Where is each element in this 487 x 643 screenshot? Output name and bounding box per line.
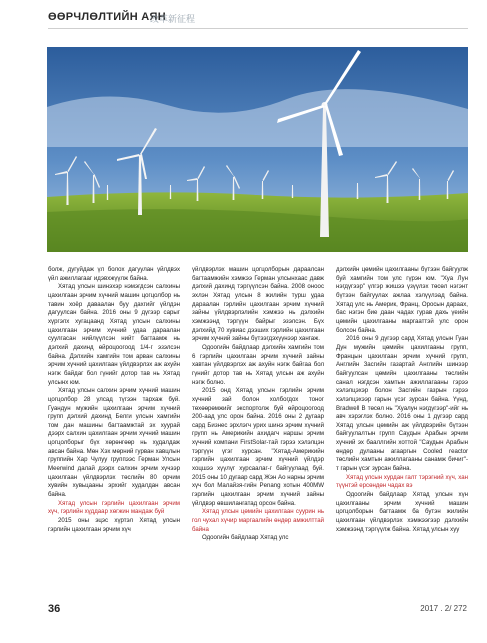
paragraph: 2015 оны эцэс хүртэл Хятад улсын гэрлийн цахилгаан эрчим хүч <box>48 517 180 533</box>
header-divider <box>48 28 468 29</box>
wind-turbines-illustration <box>47 47 468 252</box>
paragraph: Одоогийн байдлаар дэлхийн хамгийн том 6 гэрлийн цахилгаан эрчим хүчний зайны хавтан үйлдвэрлэх аж ахуйн нэгж байгаа бол гүнийг дотор тав нь Хятад улсын аж ахуйн нэгж болно. <box>192 343 324 386</box>
paragraph: дэлхийн цөмийн цахилгааны бүтээн байгуулж буй хамгийн том улс гүрэн юм. "Хуа Лун нэгдүгээр" үлгэр жишээ үзүүлэх төсөл нэгэнт бүтээн байгуулах ажлаа хэлүүлэад байна. Хятад улс нь Америк, Франц, Оросын дараах, бас нэгэн бие даан чадах гурав дахь үеийн цөмийн цахилгааны маргааттэй улс орон болсон байна. <box>336 266 468 334</box>
section-subtitle-chinese: 改革新征程 <box>150 15 196 25</box>
text-column-3 <box>336 266 468 534</box>
text-column-2 <box>192 266 324 543</box>
paragraph: 2015 онд Хятад улсын гэрлийн эрчим хүчний зай болон холбогдох тоног төхөөрөмжийг экспортолж буй өйроцоогоод 200-аад улс орон байна. 2016 оны 2 дугаар сард Бизнес эрхлэгч урих шинэ эрчим хүчний групп нь Америкийн ахидагч наршы эрчим хүчний компани FirstSolar-тай гэрээ хэлэлцэн тэргүүн үгэг хурсан. "Хятад-Америкийн гэрлийн цахилгаан эрчим хүчний үйлдэр хоцшээ хүүлүг хурсаалаг-г байгуулаад буй. 2015 оны 10 дугаар сард Жэн Ао нарны эрчим хүч бол Малайзя-гийн Penang хотын 400МW гэрлийн цахилгаан эрчим хүчний зайны үйлдвэр өвшилангатад орсон байна. <box>192 387 324 507</box>
paragraph: 2016 оны 9 дүгээр сард Хятад улсын Гуан Дун мужийн цөмийн цахилгааны групп, Францын цахилгаан эрчим хүчний групп, Английн Засгийн газартай Английн шинээр байгуулсан цөмийн цахилгааны төслийн санал нэгдсэн хамтын ажиллагааны гэрээ хэлэлцэхэр болон Засгийн газрын гэрээ хэлэлцэхээр гарын үсэг зурсан байна. Үүнд, Bradwell B төсөл нь "Хуалун нэгдүгээр"-ийг нь авч хэрэглэх болно. 2016 оны 1 дүгээр сард Хятад улсын цөмийн аж үйлдвэрийн бүтээн байгуулалтын групп Саудын Арабын эрчим хүчний эх бааллгийн хоттой "Саудын Арабын өндөр дулааны агааргын Cooled reactor төслийн хамтын ажиллагааны санамж бичиг"-т гарын үсэг зурсан байна. <box>336 335 468 473</box>
issue-number: 2017 . 2/ 272 <box>420 604 467 613</box>
paragraph: болж, дугуйдаж үл болох дагуулан үйлдвэх үйл ажиллагааг идэвхжүүлж байна. <box>48 266 180 282</box>
paragraph: Одоогийн байдлаар Хятад улс <box>202 534 289 542</box>
section-heading: Хятад улсын цөмийн цахилгаан суурин нь гол чухал хүчир маргаалийн өндөр амжилттай байна <box>192 508 324 533</box>
wind-farm-photo <box>47 47 468 252</box>
page-number: 36 <box>48 603 61 615</box>
paragraph: Хятад улсын салхин эрчим хүчний машин цогцолбор 28 улсад түгээн тархаж буй. Гуандун мужийн цахилгаан эрчим хүчний групп дэлхий дахинд Белги улсын хамгийн том дан машины багтаамжтай эх хуурай дээрх салхин цахилгаан эрчим хүчний машин цогцолборыг бүх хөрөнгөөр нь худалдаж авсан байна. Мөн Хэх мөрний гурван хавцлын группийн Хар Чулуу группээс Герман Улсын Meerwind далай дээрх салхин эрчим хүчээр цахилгаан үйлдвэрлэх төслийн 80 орчим хувийн хувьцааны эрхийг худалдан авсан байна. <box>48 387 180 499</box>
text-column-1 <box>48 266 180 534</box>
paragraph: Одоогийн байдлаар Хятад улсын хүн цахилгааны эрчим хүчний машин цогцолборын багтаамж ба бутэн жилийн цахилгаан үйлдвэрлэх хэмжээгээр дэлхийн хэмжээнд тэргүүлж байна. Хятад улсын хуу <box>336 491 468 533</box>
section-title: ӨӨРЧЛӨЛТИЙН АЯН <box>48 11 166 23</box>
paragraph: Хятад улсын шинэхэр нэмэгдсэн салхины цахилгаан эрчим хүчний машин цогцолбор нь тавин хоёр даваалан буу дахгийг үйлдэн дагуулсан байна. 2016 оны 9 дүгээр сарыг хүргэлх хугацаанд Хятад улсын салхины цахилгаан эрчим хүчний удаа дараалан суулгасан нийлүүлсэн нийт багтаамж нь дэлхий дахинд өйроцоогоод 1/4-г эзэлсэн байна. Дэлхийн хамгийн том арван салхины эрчим хүчний цахилгаан үйлдвэрлэх аж ахуйн нэгж байдаг бол гүнийг дотор тав нь Хятад улсынх юм. <box>48 283 180 386</box>
section-heading: Хятад улсын гэрлийн цахилгаан эрчим хүч, гэрлийн хүддаар хөгжин мандаж буй <box>48 499 180 516</box>
paragraph: үйлдвэрлэх машин цогцолборын дараалсан багтаамжийн хэмжээ Герман улсынхаас давж дэлхий дахинд тэргүүлсэн байна. 2008 оноос эхлэн Хятад улсын 8 жилийн турш удаа дараалан гэрлийн цахилгаан эрчим хүчний зайны үйлдвэрлэлийн хэмжээ нь дэлхийн хэмжээнд тэргүүн байрыг эзэлсэн. Бүх дэлхийд 70 хувиас дээших гэрлийн цахилгаан эрчим хүчний зайны бүтээгдэхүүнээр хангаж. <box>192 266 324 343</box>
page-header <box>0 0 487 47</box>
section-heading: Хятад улсын хурдан галт тэрэгний хүч, хан түүнтэй ерсөндөн чадах вэ <box>336 473 468 490</box>
